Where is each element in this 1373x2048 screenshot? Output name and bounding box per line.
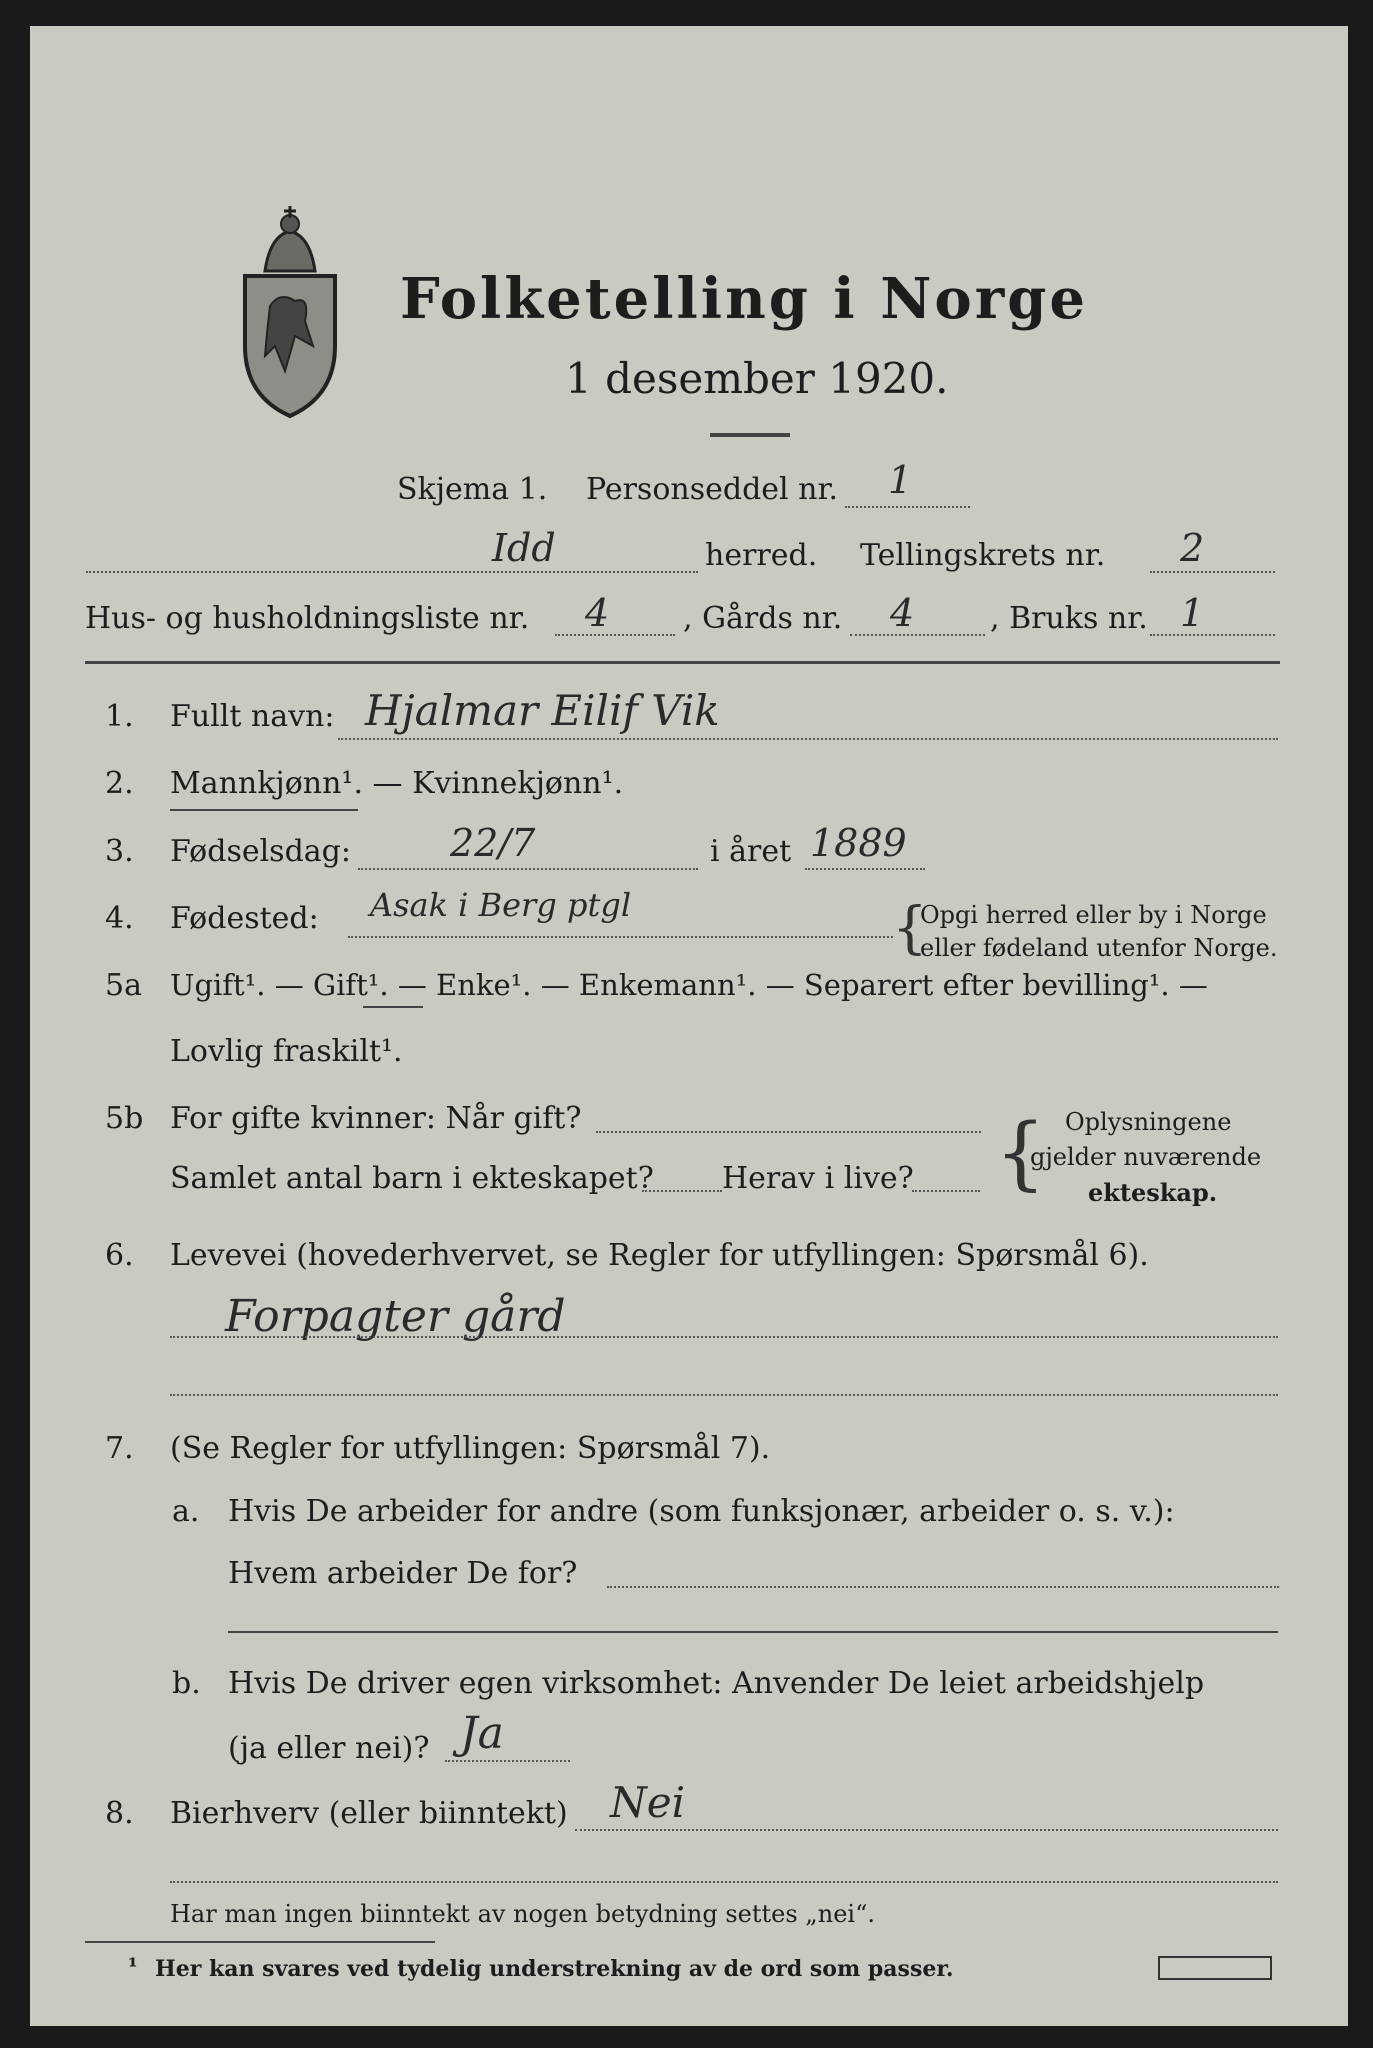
- q3-number: 3.: [105, 834, 134, 869]
- q6-number: 6.: [105, 1238, 134, 1273]
- gards-line: [850, 634, 985, 636]
- coat-of-arms-icon: [235, 196, 345, 421]
- q5b-line2a-dots: [642, 1190, 722, 1192]
- tellingskrets-value[interactable]: 2: [1180, 526, 1205, 570]
- footnote-mark: ¹: [128, 1954, 138, 1980]
- q7b-line1: Hvis De driver egen virksomhet: Anvender De leiet arbeidshjelp: [228, 1666, 1205, 1701]
- bruks-label: , Bruks nr.: [990, 601, 1148, 636]
- census-form: [30, 26, 1348, 2026]
- gards-value[interactable]: 4: [890, 591, 915, 635]
- q1-label: Fullt navn:: [170, 699, 335, 734]
- tellingskrets-line: [1150, 571, 1275, 573]
- q7a-line2-dots: [607, 1586, 1279, 1588]
- herred-label: herred.: [705, 538, 818, 573]
- q7b-value[interactable]: Ja: [460, 1708, 504, 1759]
- q3-label: Fødselsdag:: [170, 834, 351, 869]
- q5b-line2b: Herav i live?: [722, 1161, 914, 1196]
- q5b-line2b-dots: [912, 1190, 980, 1192]
- q4-label: Fødested:: [170, 901, 319, 936]
- q4-line: [348, 936, 893, 938]
- personseddel-label: Personseddel nr.: [586, 472, 839, 507]
- q7a-letter: a.: [172, 1494, 200, 1529]
- q8-label: Bierhverv (eller biinntekt): [170, 1796, 568, 1831]
- q4-number: 4.: [105, 901, 134, 936]
- q2-number: 2.: [105, 766, 134, 801]
- gards-label-text: , Gårds nr.: [683, 601, 843, 636]
- q5b-number: 5b: [105, 1101, 144, 1136]
- herred-line: [86, 571, 698, 573]
- q5b-note1: Oplysningene: [1065, 1108, 1232, 1136]
- printer-stamp: [1158, 1956, 1272, 1980]
- q7b-letter: b.: [172, 1666, 201, 1701]
- q8-number: 8.: [105, 1796, 134, 1831]
- q7b-line2: (ja eller nei)?: [228, 1731, 430, 1766]
- q5b-note3: ekteskap.: [1088, 1178, 1218, 1207]
- q6-line1: [170, 1336, 1278, 1338]
- q1-value[interactable]: Hjalmar Eilif Vik: [365, 686, 720, 735]
- title-divider: [710, 433, 790, 437]
- schema-label: Skjema 1.: [397, 472, 548, 507]
- q5b-line1-dots: [596, 1131, 981, 1133]
- q6-label: Levevei (hovederhvervet, se Regler for utfyllingen: Spørsmål 6).: [170, 1238, 1149, 1273]
- bruks-line: [1150, 634, 1275, 636]
- footer-note: Har man ingen biinntekt av nogen betydning settes „nei“.: [170, 1900, 875, 1928]
- q4-note-line2: eller fødeland utenfor Norge.: [920, 934, 1278, 962]
- q5b-brace: {: [995, 1106, 1046, 1199]
- husliste-value[interactable]: 4: [585, 591, 610, 635]
- q2-underline: [170, 809, 358, 811]
- q5b-line2a: Samlet antal barn i ekteskapet?: [170, 1161, 654, 1196]
- footnote-text: Her kan svares ved tydelig understrekning av de ord som passer.: [155, 1956, 954, 1982]
- q3-value[interactable]: 22/7: [450, 821, 536, 865]
- q5a-gift-underline: [363, 1006, 423, 1008]
- q7a-line2: Hvem arbeider De for?: [228, 1556, 578, 1591]
- q8-value[interactable]: Nei: [610, 1778, 686, 1827]
- bruks-value[interactable]: 1: [1180, 591, 1205, 635]
- q7a-line3: [228, 1631, 1278, 1633]
- form-title: Folketelling i Norge: [400, 266, 1089, 332]
- tellingskrets-label: Tellingskrets nr.: [860, 538, 1106, 573]
- herred-value[interactable]: Idd: [492, 526, 556, 570]
- q7-number: 7.: [105, 1431, 134, 1466]
- q3-year-label: i året: [710, 834, 792, 869]
- q6-line2: [170, 1394, 1278, 1396]
- q5a-line1: Ugift¹. — Gift¹. — Enke¹. — Enkemann¹. — Separert efter bevilling¹. —: [170, 968, 1208, 1002]
- q3-year-value[interactable]: 1889: [810, 821, 907, 865]
- q4-note-line1: Opgi herred eller by i Norge: [920, 901, 1267, 929]
- q7b-line2-dots: [445, 1760, 570, 1762]
- header-divider: [85, 661, 1280, 664]
- q7-label: (Se Regler for utfyllingen: Spørsmål 7).: [170, 1431, 771, 1466]
- husliste-label: Hus- og husholdningsliste nr.: [85, 601, 530, 636]
- q3-line: [358, 868, 698, 870]
- census-date: 1 desember 1920.: [565, 354, 949, 403]
- q3-year-line: [805, 868, 925, 870]
- q2-label: Mannkjønn¹. — Kvinnekjønn¹.: [170, 766, 624, 801]
- q5a-number: 5a: [105, 968, 142, 1003]
- q4-brace: {: [892, 896, 928, 961]
- q1-number: 1.: [105, 699, 134, 734]
- personseddel-value[interactable]: 1: [888, 458, 913, 502]
- husliste-line: [555, 634, 675, 636]
- footnote-divider: [85, 1941, 435, 1943]
- personseddel-line: [845, 506, 970, 508]
- q7a-line1: Hvis De arbeider for andre (som funksjonær, arbeider o. s. v.):: [228, 1494, 1175, 1529]
- q8-line2: [170, 1881, 1278, 1883]
- q5b-line1: For gifte kvinner: Når gift?: [170, 1101, 582, 1136]
- q5a-line2: Lovlig fraskilt¹.: [170, 1034, 403, 1069]
- q4-value[interactable]: Asak i Berg ptgl: [370, 886, 632, 924]
- q6-value[interactable]: Forpagter gård: [225, 1291, 566, 1342]
- q8-line: [575, 1829, 1278, 1831]
- q5b-note2: gjelder nuværende: [1030, 1143, 1262, 1171]
- q1-line: [338, 738, 1278, 740]
